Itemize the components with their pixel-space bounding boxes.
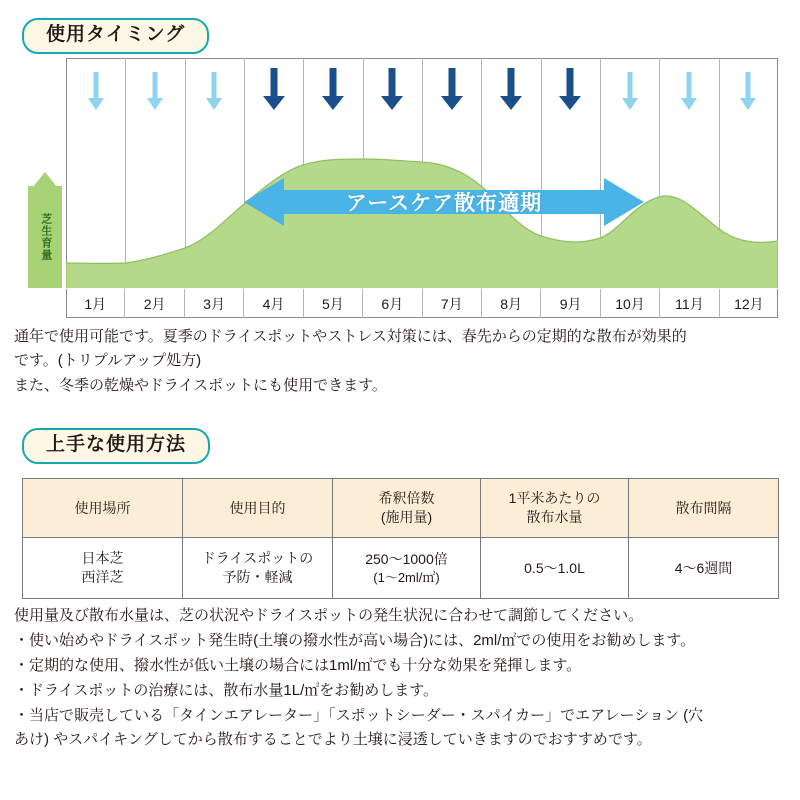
header-line-1: 希釈倍数 xyxy=(378,490,435,507)
application-period-band xyxy=(244,176,644,228)
application-period-label: アースケア散布適期 xyxy=(345,192,543,215)
month-label: 1月 xyxy=(66,289,125,318)
cell-line-1: 0.5〜1.0L xyxy=(524,559,585,576)
usage-notes-lead: 使用量及び散布水量は、芝の状況やドライスポットの発生状況に合わせて調節してください。 xyxy=(14,607,644,624)
month-label: 2月 xyxy=(125,289,184,318)
section-heading-timing xyxy=(22,18,209,54)
table-header-cell xyxy=(183,479,333,538)
table-header-cell xyxy=(333,479,481,538)
month-label: 8月 xyxy=(482,289,541,318)
table-cell xyxy=(183,538,333,599)
cell-line-2: 予防・軽減 xyxy=(222,569,293,585)
table-cell xyxy=(481,538,629,599)
growth-chart xyxy=(22,58,778,318)
usage-note-item: ・使い始めやドライスポット発生時(土壌の撥水性が高い場合)には、2ml/㎡での使用をお勧めします。 xyxy=(14,631,696,649)
cell-line-1: 日本芝 xyxy=(81,550,124,567)
table-cell xyxy=(333,538,481,599)
table-header-cell xyxy=(629,479,779,538)
table-row xyxy=(23,538,779,599)
month-label: 3月 xyxy=(185,289,244,318)
table-cell xyxy=(23,538,183,599)
turf-growth-area-curve xyxy=(22,58,778,289)
usage-note-item: ・当店で販売している「タインエアレーター」「スポットシーダー・スパイカー」でエアレーション (穴 xyxy=(14,706,704,724)
section-heading-usage-label: 上手な使用方法 xyxy=(22,428,210,464)
usage-note-item: ・定期的な使用、撥水性が低い土壌の場合には1ml/㎡でも十分な効果を発揮します。 xyxy=(14,656,582,674)
header-line-1: 使用目的 xyxy=(229,499,286,516)
timing-note-line-2: です。(トリプルアップ処方) xyxy=(14,352,202,370)
month-label: 11月 xyxy=(660,289,719,318)
month-label: 9月 xyxy=(541,289,600,318)
section-heading-usage xyxy=(22,428,210,464)
month-label: 7月 xyxy=(423,289,482,318)
cell-line-1: ドライスポットの xyxy=(201,550,314,567)
timing-note-line-3: また、冬季の乾燥やドライスポットにも使用できます。 xyxy=(14,376,387,394)
cell-line-2: (1〜2ml/㎡) xyxy=(373,569,440,585)
timing-note-line-1: 通年で使用可能です。夏季のドライスポットやストレス対策には、春先からの定期的な散布が効果的 xyxy=(14,328,687,345)
header-line-1: 使用場所 xyxy=(74,499,131,516)
timing-note xyxy=(14,325,789,398)
month-label: 12月 xyxy=(734,295,764,312)
table-header-cell xyxy=(23,479,183,538)
usage-notes xyxy=(14,604,794,753)
y-axis-label-text: 芝生育量 xyxy=(39,213,52,261)
cell-line-1: 250〜1000倍 xyxy=(365,550,448,567)
header-line-1: 散布間隔 xyxy=(675,499,732,516)
usage-table xyxy=(22,478,779,599)
table-header-row xyxy=(23,479,779,538)
month-label: 4月 xyxy=(244,289,303,318)
section-heading-timing-label: 使用タイミング xyxy=(22,18,209,54)
month-label: 6月 xyxy=(363,289,422,318)
table-cell xyxy=(629,538,779,599)
month-axis xyxy=(66,289,778,318)
usage-note-item: ・ドライスポットの治療には、散布水量1L/㎡をお勧めします。 xyxy=(14,681,439,699)
month-label: 10月 xyxy=(601,289,660,318)
header-line-1: 1平米あたりの xyxy=(508,490,601,507)
header-line-2: 散布水量 xyxy=(526,509,583,525)
cell-line-1: 4〜6週間 xyxy=(674,559,733,576)
cell-line-2: 西洋芝 xyxy=(81,569,124,585)
table-header-cell xyxy=(481,479,629,538)
header-line-2: (施用量) xyxy=(380,509,433,525)
month-label: 5月 xyxy=(304,289,363,318)
usage-note-item: あけ) やスパイキングしてから散布することでより土壌に浸透していきますのでおすすめです。 xyxy=(14,731,652,749)
